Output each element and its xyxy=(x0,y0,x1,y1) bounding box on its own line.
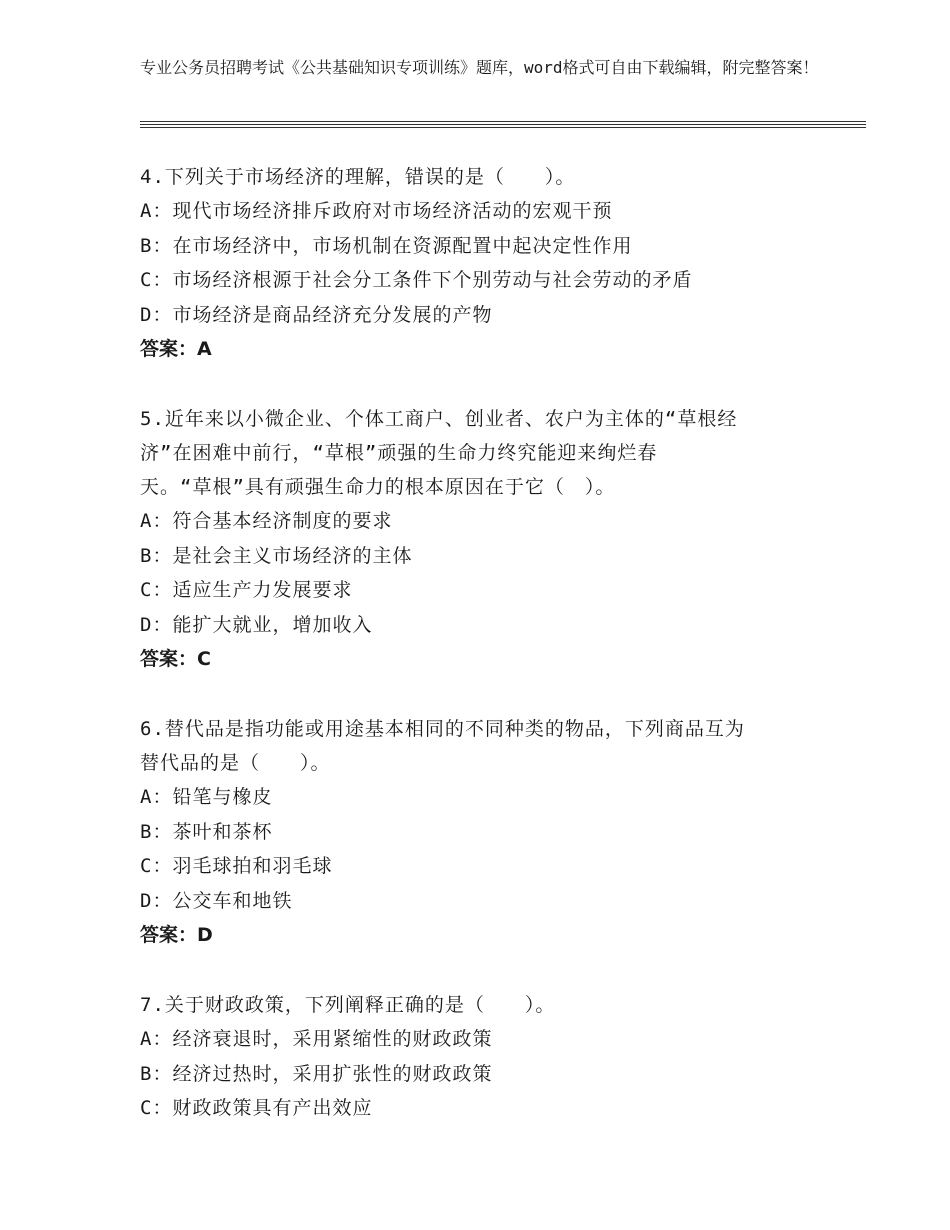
question-item xyxy=(140,988,820,1126)
option-a: A：铅笔与橡皮 xyxy=(140,786,273,808)
header-divider-line xyxy=(140,124,866,125)
answer-label: 答案：C xyxy=(140,648,211,670)
question-stem-line: 5.近年来以小微企业、个体工商户、创业者、农户为主体的“草根经 xyxy=(140,408,738,430)
option-a: A：现代市场经济排斥政府对市场经济活动的宏观干预 xyxy=(140,200,613,222)
option-c: C：财政政策具有产出效应 xyxy=(140,1097,373,1119)
question-stem xyxy=(140,402,820,504)
question-list xyxy=(140,160,820,1162)
option-d: D：市场经济是商品经济充分发展的产物 xyxy=(140,303,493,326)
question-stem-line: 7.关于财政政策，下列阐释正确的是（ ）。 xyxy=(140,994,556,1016)
option-d: D：能扩大就业，增加收入 xyxy=(140,613,373,636)
question-stem xyxy=(140,988,820,1022)
option-b: B：在市场经济中，市场机制在资源配置中起决定性作用 xyxy=(140,234,633,257)
option-a: A：符合基本经济制度的要求 xyxy=(140,510,393,532)
answer-label: 答案：A xyxy=(140,338,212,360)
option-b: B：茶叶和茶杯 xyxy=(140,820,273,843)
question-stem xyxy=(140,712,820,780)
question-stem-line: 替代品的是（ ）。 xyxy=(140,752,331,774)
header-divider-line xyxy=(140,121,866,122)
question-item xyxy=(140,712,820,952)
question-stem xyxy=(140,160,820,194)
question-stem-line: 天。“草根”具有顽强生命力的根本原因在于它（ ）。 xyxy=(140,476,616,498)
question-stem-line: 济”在困难中前行，“草根”顽强的生命力终究能迎来绚烂春 xyxy=(140,442,658,464)
option-c: C：羽毛球拍和羽毛球 xyxy=(140,855,333,877)
document-header xyxy=(140,56,820,79)
question-item xyxy=(140,402,820,676)
option-c: C：市场经济根源于社会分工条件下个别劳动与社会劳动的矛盾 xyxy=(140,269,693,291)
option-a: A：经济衰退时，采用紧缩性的财政政策 xyxy=(140,1028,493,1050)
option-c: C：适应生产力发展要求 xyxy=(140,579,353,601)
option-d: D：公交车和地铁 xyxy=(140,889,293,912)
option-b: B：是社会主义市场经济的主体 xyxy=(140,544,413,567)
header-divider-line xyxy=(140,127,866,128)
question-stem-line: 6.替代品是指功能或用途基本相同的不同种类的物品，下列商品互为 xyxy=(140,718,745,740)
question-stem-line: 4.下列关于市场经济的理解，错误的是（ ）。 xyxy=(140,166,576,188)
option-b: B：经济过热时，采用扩张性的财政政策 xyxy=(140,1062,493,1085)
header-text: 专业公务员招聘考试《公共基础知识专项训练》题库，word格式可自由下载编辑，附完整答案！ xyxy=(140,58,819,77)
question-item xyxy=(140,160,820,366)
answer-label: 答案：D xyxy=(140,924,213,946)
